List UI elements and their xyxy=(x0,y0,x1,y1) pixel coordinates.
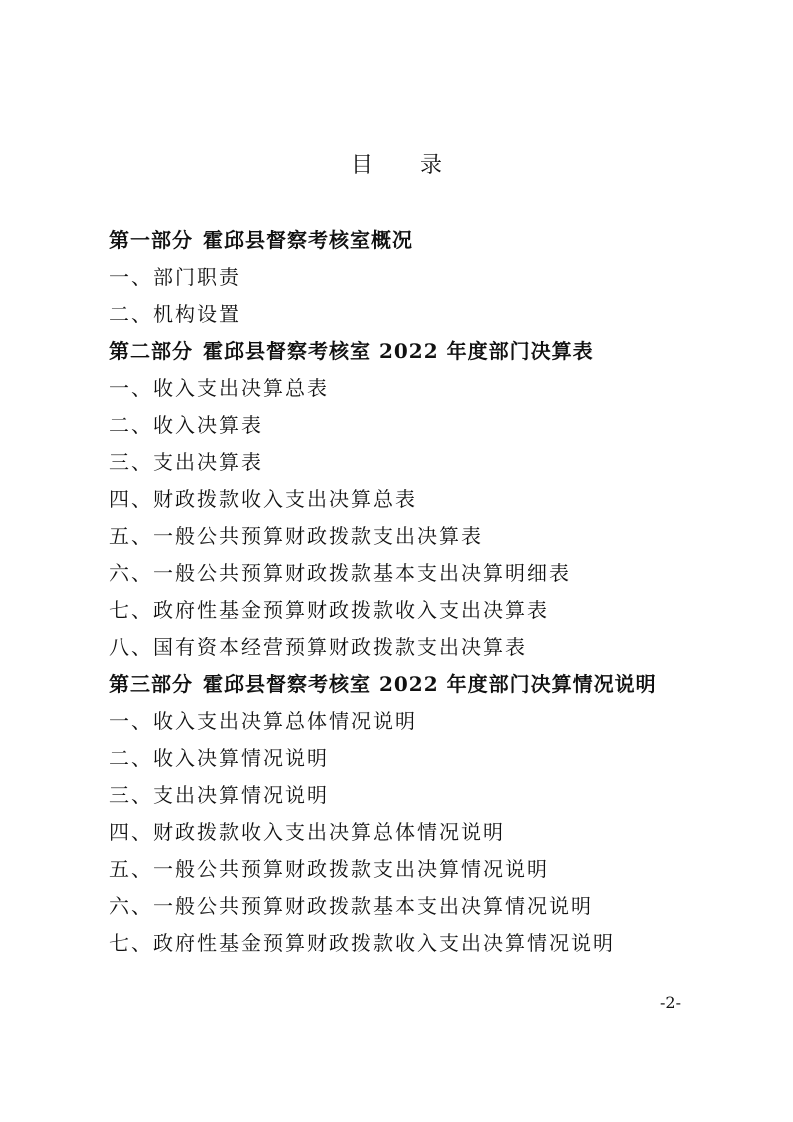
toc-item[interactable]: 七、政府性基金预算财政拨款收入支出决算情况说明 xyxy=(109,931,615,955)
table-of-contents xyxy=(109,222,699,962)
toc-item[interactable]: 五、一般公共预算财政拨款支出决算情况说明 xyxy=(109,857,549,881)
toc-item[interactable]: 一、收入支出决算总体情况说明 xyxy=(109,709,417,733)
toc-part-heading[interactable] xyxy=(109,222,699,259)
toc-item[interactable]: 一、部门职责 xyxy=(109,265,241,289)
page-title: 目 录 xyxy=(351,153,462,178)
toc-part-title: 霍邱县督察考核室概况 xyxy=(203,228,413,252)
toc-item[interactable]: 四、财政拨款收入支出决算总体情况说明 xyxy=(109,820,505,844)
toc-part-title: 霍邱县督察考核室 2022 年度部门决算表 xyxy=(203,339,594,363)
page-number: -2- xyxy=(660,993,681,1012)
toc-item[interactable]: 七、政府性基金预算财政拨款收入支出决算表 xyxy=(109,598,549,622)
toc-item[interactable]: 二、收入决算表 xyxy=(109,413,263,437)
toc-part-title: 霍邱县督察考核室 2022 年度部门决算情况说明 xyxy=(203,672,657,696)
toc-item[interactable]: 二、机构设置 xyxy=(109,302,241,326)
toc-item[interactable]: 一、收入支出决算总表 xyxy=(109,376,329,400)
toc-item[interactable]: 六、一般公共预算财政拨款基本支出决算明细表 xyxy=(109,561,571,585)
toc-part-heading[interactable] xyxy=(109,666,699,703)
toc-part-label: 第三部分 xyxy=(109,672,193,696)
toc-item[interactable]: 五、一般公共预算财政拨款支出决算表 xyxy=(109,524,483,548)
toc-part-label: 第二部分 xyxy=(109,339,193,363)
toc-item[interactable]: 八、国有资本经营预算财政拨款支出决算表 xyxy=(109,635,527,659)
toc-part-heading[interactable] xyxy=(109,333,699,370)
toc-item[interactable]: 四、财政拨款收入支出决算总表 xyxy=(109,487,417,511)
toc-item[interactable]: 六、一般公共预算财政拨款基本支出决算情况说明 xyxy=(109,894,593,918)
toc-item[interactable]: 三、支出决算表 xyxy=(109,450,263,474)
toc-item[interactable]: 二、收入决算情况说明 xyxy=(109,746,329,770)
toc-part-label: 第一部分 xyxy=(109,228,193,252)
toc-item[interactable]: 三、支出决算情况说明 xyxy=(109,783,329,807)
